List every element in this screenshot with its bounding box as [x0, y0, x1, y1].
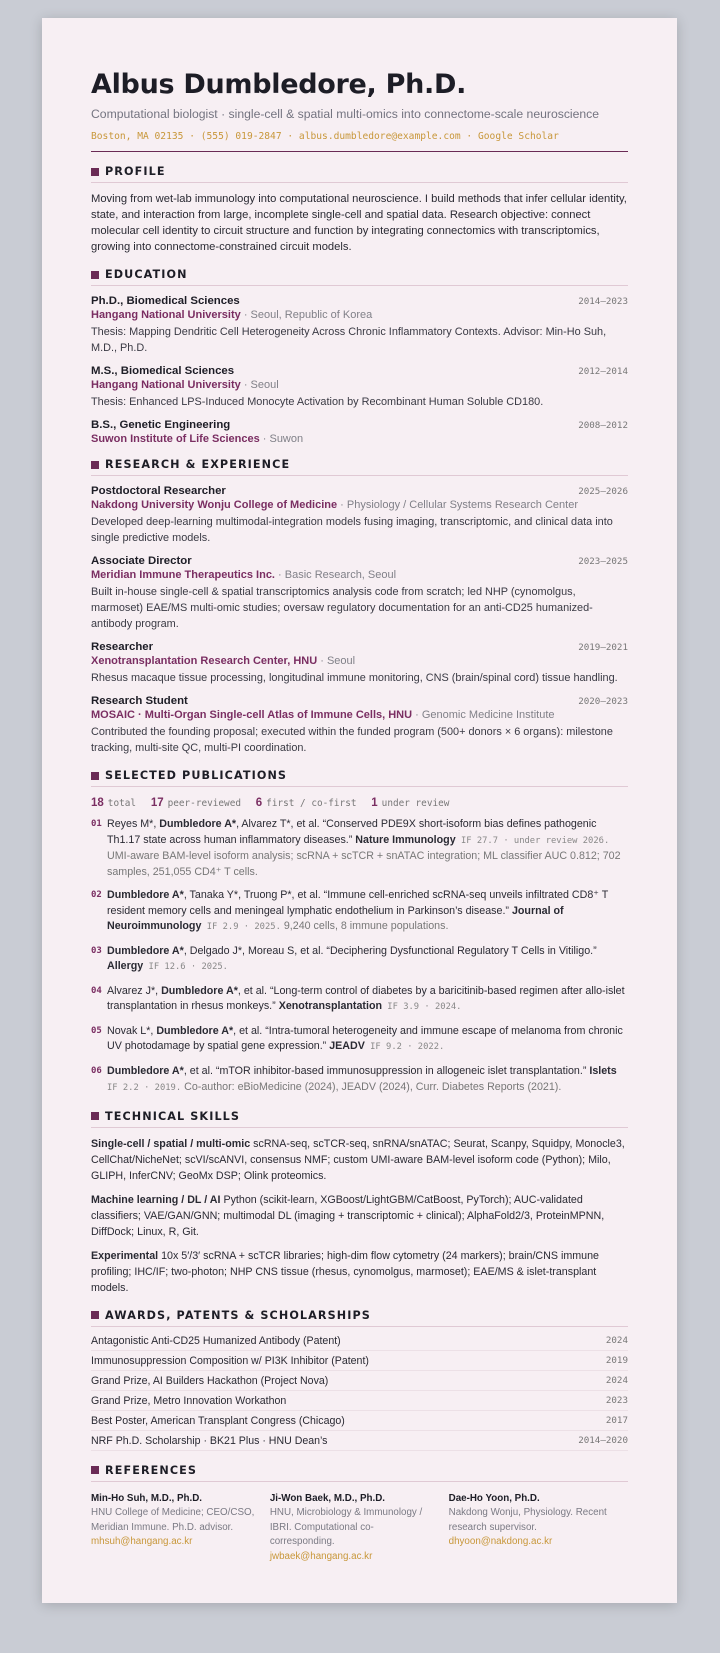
- entry-dates: 2012–2014: [578, 366, 628, 377]
- tagline: Computational biologist · single-cell & spatial multi-omics into connectome-scale neuroscience: [91, 107, 600, 121]
- award-row: [91, 1431, 628, 1451]
- section-header-profile: [91, 165, 628, 183]
- reference-description: HNU College of Medicine; CEO/CSO, Meridian Immune. Ph.D. advisor.: [91, 1507, 255, 1533]
- entry-description: Thesis: Mapping Dendritic Cell Heterogeneity Across Chronic Inflammatory Contexts. Advisor: Min-Ho Suh, M.D., Ph.D.: [91, 326, 607, 354]
- role: Researcher: [91, 641, 154, 653]
- section-title: RESEARCH & EXPERIENCE: [105, 458, 291, 471]
- authors: Novak L*,: [107, 1024, 157, 1037]
- institution: Suwon Institute of Life Sciences: [91, 433, 260, 445]
- institution: Hangang National University: [91, 309, 241, 321]
- award-year: 2017: [605, 1414, 628, 1426]
- entry-dates: 2020–2023: [578, 696, 628, 707]
- publication-number: 03: [91, 945, 102, 956]
- stat-value: 1: [371, 797, 378, 809]
- experience-entry: [91, 485, 628, 546]
- award-name: Antagonistic Anti-CD25 Humanized Antibody (Patent): [91, 1334, 341, 1347]
- stat-label: peer-reviewed: [167, 798, 241, 809]
- entry-description: Rhesus macaque tissue processing, longitudinal immune monitoring, CNS (brain/spinal cord) tissue handling.: [91, 672, 618, 684]
- reference-description: Nakdong Wonju, Physiology. Recent research supervisor.: [448, 1507, 607, 1533]
- own-name: Dumbledore A*: [161, 984, 238, 997]
- reference-card: [270, 1492, 449, 1565]
- award-row: [91, 1331, 628, 1351]
- section-title: REFERENCES: [105, 1463, 198, 1477]
- reference-name: Ji-Won Baek, M.D., Ph.D.: [269, 1492, 386, 1504]
- entry-dates: 2014–2023: [578, 296, 628, 307]
- degree: Ph.D., Biomedical Sciences: [91, 295, 240, 307]
- experience-entry: [91, 555, 628, 632]
- location: · Physiology / Cellular Systems Research Center: [337, 499, 578, 511]
- organization: Nakdong University Wonju College of Medicine: [91, 499, 338, 511]
- organization: Xenotransplantation Research Center, HNU: [91, 655, 318, 667]
- publication-number: 02: [91, 890, 102, 900]
- award-name: Best Poster, American Transplant Congress (Chicago): [91, 1414, 345, 1427]
- publication-item: [91, 984, 628, 1016]
- resume-page: [42, 18, 677, 1603]
- own-name: Dumbledore A*: [156, 1024, 234, 1037]
- award-row: [91, 1371, 628, 1391]
- role: Research Student: [91, 695, 188, 707]
- own-name: Dumbledore A*: [107, 889, 184, 901]
- section-header-skills: [91, 1110, 628, 1128]
- reference-name: Min-Ho Suh, M.D., Ph.D.: [91, 1492, 203, 1504]
- section-header-publications: [91, 769, 628, 787]
- publication-number: 01: [91, 819, 102, 829]
- location: · Genomic Medicine Institute: [412, 709, 555, 721]
- publication-item: [91, 1024, 628, 1056]
- contact-line[interactable]: Boston, MA 02135 · (555) 019-2847 · albus.dumbledore@example.com · Google Scholar: [91, 131, 628, 152]
- reference-email[interactable]: mhsuh@hangang.ac.kr: [91, 1536, 193, 1547]
- award-row: [91, 1411, 628, 1431]
- skill-label: Machine learning / DL / AI: [91, 1193, 221, 1206]
- award-name: Grand Prize, Metro Innovation Workathon: [91, 1394, 287, 1407]
- section-title: EDUCATION: [105, 268, 188, 281]
- journal: Xenotransplantation: [278, 1000, 383, 1012]
- impact-meta: IF 27.7 · under review 2026.: [455, 835, 610, 846]
- stat-value: 17: [150, 797, 164, 809]
- stat-value: 18: [91, 797, 104, 809]
- impact-meta: IF 3.9 · 2024.: [382, 1002, 462, 1012]
- education-entry: [91, 419, 628, 445]
- publication-note: Co-author: eBioMedicine (2024), JEADV (2024), Curr. Diabetes Reports (2021).: [181, 1081, 562, 1093]
- reference-email[interactable]: dhyoon@nakdong.ac.kr: [448, 1536, 553, 1547]
- reference-card: [449, 1492, 628, 1565]
- award-row: [91, 1351, 628, 1371]
- publication-stats: [91, 797, 628, 809]
- role: Postdoctoral Researcher: [91, 485, 226, 497]
- profile-text: Moving from wet-lab immunology into computational neuroscience. I build methods that infer cellular identity, state, and interaction from large, incomplete single-cell and spatial data. Research objective: connect molecular cell identity to circuit structure and function by integrating connectomics with transcriptomics, growing into connectome-constrained circuit models.: [91, 193, 627, 253]
- section-square-icon: [91, 168, 99, 176]
- section-header-awards: [91, 1309, 628, 1327]
- entry-dates: 2019–2021: [578, 642, 628, 653]
- impact-meta: IF 2.9 · 2025.: [201, 922, 281, 932]
- citation: , Delgado J*, Moreau S, et al. “Deciphering Dysfunctional Regulatory T Cells in Vitiligo.”: [183, 944, 597, 957]
- award-name: Immunosuppression Composition w/ PI3K Inhibitor (Patent): [91, 1354, 369, 1367]
- section-title: SELECTED PUBLICATIONS: [105, 769, 288, 782]
- reference-email[interactable]: jwbaek@hangang.ac.kr: [269, 1550, 373, 1562]
- own-name: Dumbledore A*: [107, 944, 184, 957]
- experience-entry: [91, 695, 628, 756]
- award-name: NRF Ph.D. Scholarship · BK21 Plus · HNU Dean’s: [91, 1434, 328, 1447]
- publication-note: 9,240 cells, 8 immune populations.: [280, 920, 449, 932]
- own-name: Dumbledore A*: [159, 818, 237, 830]
- section-header-experience: [91, 458, 628, 476]
- location: · Seoul: [317, 655, 356, 667]
- entry-description: Contributed the founding proposal; executed within the funded program (500+ donors × 6 organs): milestone tracking, multi-site QC, multi-PI coordination.: [91, 726, 613, 754]
- publication-number: 04: [91, 985, 102, 996]
- skill-text: 10x 5′/3′ scRNA + scTCR libraries; high-dim flow cytometry (24 markers); brain/CNS immune profiling; IHC/IF; two-photon; NHP CNS tissue (rhesus, cynomolgus, marmoset); EAE/MS & islet-transplant models.: [91, 1249, 599, 1294]
- reference-name: Dae-Ho Yoon, Ph.D.: [448, 1492, 540, 1504]
- education-entry: [91, 295, 628, 356]
- award-row: [91, 1391, 628, 1411]
- section-square-icon: [91, 1466, 99, 1474]
- location: · Seoul: [240, 379, 279, 391]
- stat-value: 6: [255, 797, 263, 809]
- section-title: TECHNICAL SKILLS: [105, 1109, 241, 1123]
- citation: , Alvarez T*, et al. “Conserved PDE9X short-isoform bias defines pathogenic Th1.17 state across human inflammatory diseases.”: [107, 818, 597, 846]
- awards-list: [91, 1331, 628, 1451]
- section-header-education: [91, 268, 628, 286]
- skill-group: [91, 1248, 628, 1296]
- location: · Suwon: [259, 433, 304, 445]
- entry-description: Thesis: Enhanced LPS-Induced Monocyte Activation by Recombinant Human Soluble CD180.: [91, 396, 544, 408]
- impact-meta: IF 2.2 · 2019.: [107, 1083, 182, 1093]
- publication-item: [91, 817, 628, 880]
- entry-description: Built in-house single-cell & spatial transcriptomics analysis code from scratch; led NHP (cynomolgus, marmoset) EAE/MS multi-omic studies; oversaw regulatory documentation for an anti-CD25 humanized-antibody program.: [91, 586, 593, 630]
- reference-description: HNU, Microbiology & Immunology / IBRI. Computational co-corresponding.: [269, 1507, 423, 1547]
- degree: M.S., Biomedical Sciences: [91, 365, 235, 377]
- institution: Hangang National University: [91, 379, 241, 391]
- award-year: 2024: [605, 1374, 628, 1386]
- section-square-icon: [91, 271, 99, 279]
- publication-note: UMI-aware BAM-level isoform analysis; scRNA + scTCR + snATAC integration; ML classifier AUC 0.812; 702 samples, 251,055 CD4⁺ T cells.: [107, 850, 621, 878]
- organization: Meridian Immune Therapeutics Inc.: [91, 569, 275, 581]
- reference-card: [91, 1492, 270, 1565]
- organization: MOSAIC · Multi-Organ Single-cell Atlas of Immune Cells, HNU: [91, 709, 413, 721]
- citation: , et al. “Long-term control of diabetes by a baricitinib-based regimen after allo-islet transplantation in rhesus monkeys.”: [107, 984, 625, 1012]
- skill-text: Python (scikit-learn, XGBoost/LightGBM/CatBoost, PyTorch); AUC-validated classifiers; VAE/GAN/GNN; multimodal DL (imaging + transcriptomic + clinical); AlphaFold2/3, ProteinMPNN, DiffDock; Linux, R, Git.: [91, 1193, 605, 1238]
- resume-content: [91, 68, 628, 1564]
- award-year: 2014–2020: [578, 1434, 628, 1446]
- section-title: AWARDS, PATENTS & SCHOLARSHIPS: [105, 1308, 371, 1322]
- skill-group: [91, 1192, 628, 1240]
- journal: Allergy: [107, 960, 144, 972]
- journal: Islets: [589, 1064, 617, 1077]
- publication-item: [91, 944, 628, 976]
- section-square-icon: [91, 1112, 99, 1120]
- citation: , Tanaka Y*, Truong P*, et al. “Immune cell-enriched scRNA-seq unveils infiltrated CD8⁺ T resident memory cells and meningeal lymphatic endothelium in Parkinson’s disease.”: [107, 889, 609, 917]
- own-name: Dumbledore A*: [107, 1064, 184, 1077]
- candidate-name: Albus Dumbledore, Ph.D.: [91, 69, 467, 100]
- skill-label: Experimental: [91, 1249, 159, 1262]
- entry-dates: 2025–2026: [578, 486, 628, 497]
- journal: JEADV: [329, 1040, 365, 1052]
- skill-label: Single-cell / spatial / multi-omic: [91, 1137, 251, 1150]
- publication-item: [91, 888, 628, 936]
- award-year: 2019: [605, 1354, 628, 1366]
- award-year: 2023: [605, 1394, 628, 1406]
- section-square-icon: [91, 461, 99, 469]
- publication-number: 06: [91, 1065, 102, 1076]
- stat-label: first / co-first: [266, 798, 357, 809]
- entry-dates: 2023–2025: [578, 556, 628, 567]
- award-name: Grand Prize, AI Builders Hackathon (Project Nova): [91, 1374, 329, 1387]
- citation: , et al. “mTOR inhibitor-based immunosuppression in allogeneic islet transplantation.”: [183, 1064, 590, 1077]
- section-square-icon: [91, 1311, 99, 1319]
- stat-label: under review: [381, 798, 450, 809]
- publication-item: [91, 1064, 628, 1097]
- journal: Journal of Neuroimmunology: [107, 904, 564, 932]
- degree: B.S., Genetic Engineering: [91, 419, 231, 431]
- authors: Alvarez J*,: [107, 984, 162, 997]
- education-entry: [91, 365, 628, 410]
- experience-entry: [91, 641, 628, 686]
- award-year: 2024: [605, 1334, 628, 1346]
- references-list: [91, 1492, 628, 1565]
- stat-label: total: [107, 798, 137, 809]
- location: · Basic Research, Seoul: [275, 569, 397, 581]
- section-title: PROFILE: [105, 165, 166, 178]
- impact-meta: IF 9.2 · 2022.: [364, 1042, 445, 1052]
- entry-description: Developed deep-learning multimodal-integration models fusing imaging, transcriptomic, and clinical data into single predictive models.: [91, 516, 613, 544]
- skill-text: scRNA-seq, scTCR-seq, snRNA/snATAC; Seurat, Scanpy, Squidpy, Monocle3, CellChat/NicheNet; scVI/scANVI, consensus NMF; custom UMI-aware BAM-level isoform code (Python); Milo, GLIPH, InferCNV; GeoMx DSP; Olink proteomics.: [91, 1137, 625, 1182]
- skill-group: [91, 1136, 628, 1184]
- section-square-icon: [91, 772, 99, 780]
- journal: Nature Immunology: [355, 833, 456, 846]
- authors: Reyes M*,: [107, 818, 160, 830]
- entry-dates: 2008–2012: [578, 420, 628, 431]
- section-header-references: [91, 1464, 628, 1482]
- citation: , et al. “Intra-tumoral heterogeneity and immune escape of melanoma from chronic UV photodamage by spatial gene expression.”: [107, 1024, 623, 1052]
- role: Associate Director: [91, 555, 192, 567]
- impact-meta: IF 12.6 · 2025.: [143, 962, 228, 972]
- location: · Seoul, Republic of Korea: [240, 309, 373, 321]
- publication-number: 05: [91, 1025, 102, 1036]
